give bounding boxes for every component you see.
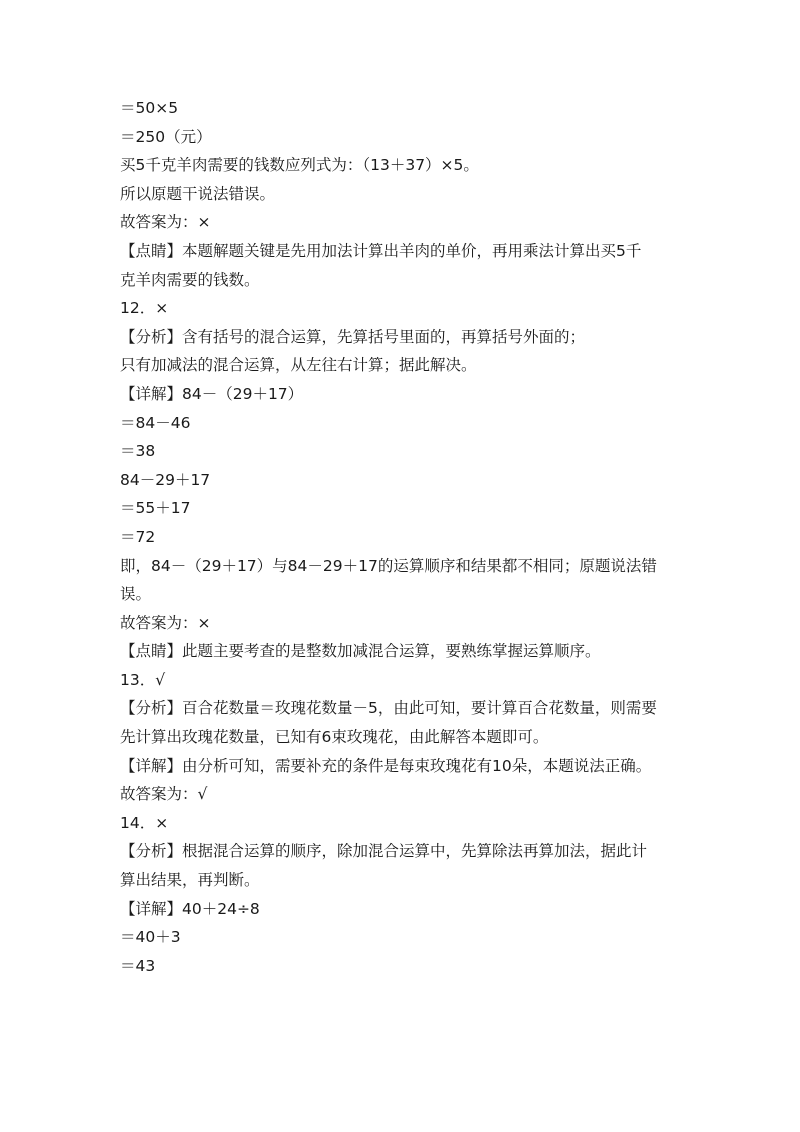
note-line: 【点睛】本题解题关键是先用加法计算出羊肉的单价，再用乘法计算出买5千 — [120, 241, 642, 260]
analysis-line: 算出结果，再判断。 — [120, 871, 260, 890]
analysis-line: 先计算出玫瑰花数量，已知有6束玫瑰花，由此解答本题即可。 — [120, 728, 549, 747]
text-line: ＝38 — [120, 442, 156, 461]
text-line: 即，84－（29＋17）与84－29＋17的运算顺序和结果都不相同；原题说法错 — [120, 556, 657, 575]
text-line: ＝50×5 — [120, 99, 179, 117]
detail-line: 【详解】84－（29＋17） — [120, 384, 304, 403]
text-line: 84－29＋17 — [120, 470, 211, 489]
analysis-line: 【分析】含有括号的混合运算，先算括号里面的，再算括号外面的； — [120, 327, 586, 346]
question-number: 13．√ — [120, 670, 166, 689]
text-line: ＝84－46 — [120, 413, 191, 432]
analysis-line: 【分析】百合花数量＝玫瑰花数量－5，由此可知，要计算百合花数量，则需要 — [120, 699, 657, 718]
document-body — [120, 94, 680, 980]
question-number: 12．× — [120, 299, 169, 318]
analysis-line: 只有加减法的混合运算，从左往右计算；据此解决。 — [120, 356, 477, 375]
note-line: 克羊肉需要的钱数。 — [120, 270, 260, 289]
detail-line: 【详解】由分析可知，需要补充的条件是每束玫瑰花有10朵，本题说法正确。 — [120, 756, 652, 775]
answer-line: 故答案为：× — [120, 613, 211, 632]
text-line: ＝72 — [120, 527, 156, 546]
text-line: 所以原题干说法错误。 — [120, 184, 276, 203]
text-line: ＝250（元） — [120, 127, 212, 146]
text-line: 误。 — [120, 585, 152, 604]
text-line: ＝55＋17 — [120, 499, 191, 518]
detail-line: 【详解】40＋24÷8 — [120, 899, 260, 918]
text-line: ＝43 — [120, 956, 156, 975]
question-number: 14．× — [120, 813, 169, 832]
answer-line: 故答案为：× — [120, 213, 211, 232]
analysis-line: 【分析】根据混合运算的顺序，除加混合运算中，先算除法再算加法，据此计 — [120, 842, 648, 861]
answer-line: 故答案为：√ — [120, 785, 208, 804]
text-line: ＝40＋3 — [120, 928, 181, 947]
note-line: 【点睛】此题主要考查的是整数加减混合运算，要熟练掌握运算顺序。 — [120, 642, 601, 661]
text-line: 买5千克羊肉需要的钱数应列式为：（13＋37）×5。 — [120, 156, 479, 175]
